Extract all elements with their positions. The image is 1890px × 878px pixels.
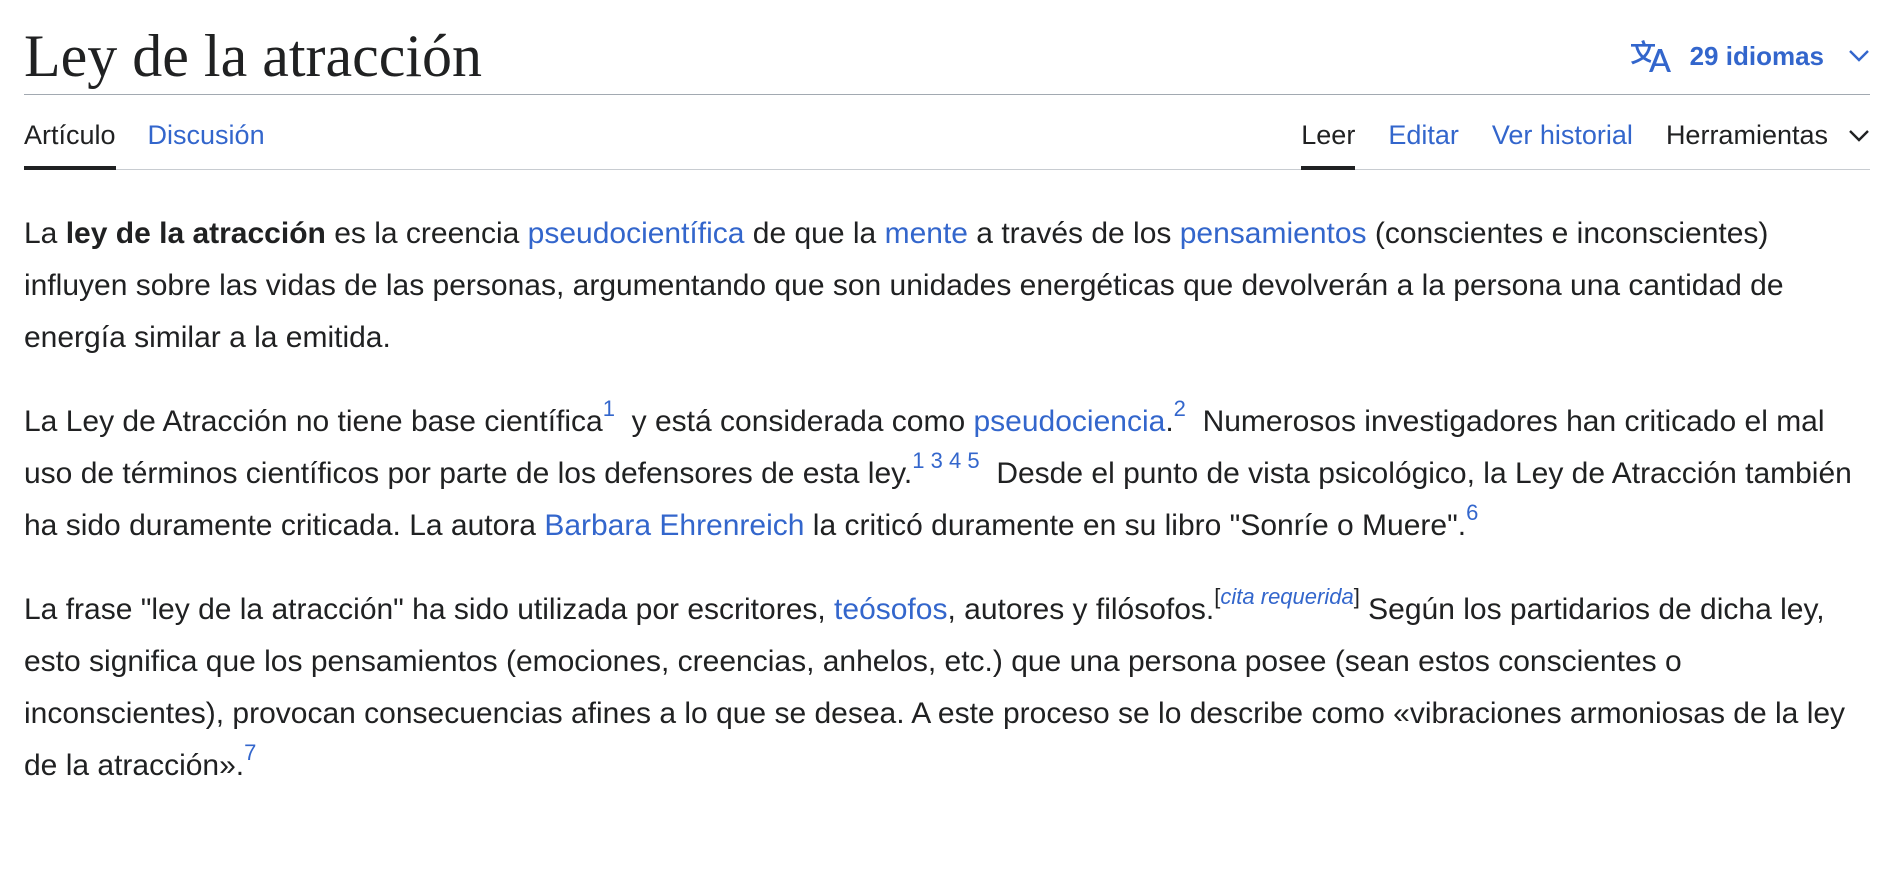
text: Numerosos investigadores han criticado el mal uso de términos científicos por parte de los defensores de esta ley. bbox=[24, 405, 1833, 490]
chevron-down-icon bbox=[1848, 49, 1870, 63]
article-body bbox=[24, 170, 1870, 792]
language-icon bbox=[1630, 36, 1672, 76]
tab-read[interactable]: Leer bbox=[1301, 95, 1355, 169]
text: , autores y filósofos. bbox=[947, 593, 1215, 626]
citation-needed bbox=[1214, 584, 1360, 609]
text: a través de los bbox=[967, 217, 1180, 250]
link-pseudociencia[interactable]: pseudociencia bbox=[973, 405, 1166, 438]
text: La bbox=[24, 217, 66, 250]
reference-link[interactable]: 5 bbox=[967, 448, 980, 473]
reference-link[interactable]: 1 bbox=[602, 396, 615, 421]
text: Según los partidarios de dicha ley, esto significa que los pensamientos (emociones, creencias, anhelos, etc.) que una persona posee (sean estos conscientes o inconscientes), provocan consecuencias afines a lo que se desea. A este proceso se lo describe como «vibraciones armoniosas de la ley de la atracción». bbox=[24, 593, 1846, 782]
reference-link[interactable]: 1 bbox=[912, 448, 925, 473]
tools-label: Herramientas bbox=[1665, 120, 1828, 150]
reference-sup bbox=[1466, 500, 1478, 525]
tab-history[interactable]: Ver historial bbox=[1491, 120, 1633, 150]
namespace-tabs bbox=[24, 95, 265, 169]
page-header bbox=[24, 0, 1870, 95]
link-pseudocientifica[interactable]: pseudocientífica bbox=[527, 217, 745, 250]
text: la criticó duramente en su libro "Sonríe o Muere". bbox=[804, 509, 1467, 542]
page-title: Ley de la atracción bbox=[24, 23, 483, 89]
link-teosofos[interactable]: teósofos bbox=[834, 593, 948, 626]
reference-sup bbox=[603, 396, 615, 421]
text: y está considerada como bbox=[614, 405, 974, 438]
bold-term: ley de la atracción bbox=[65, 217, 326, 250]
reference-link[interactable]: 7 bbox=[244, 740, 257, 765]
bracket: ] bbox=[1353, 584, 1360, 609]
tab-article[interactable]: Artículo bbox=[24, 95, 116, 169]
link-barbara-ehrenreich[interactable]: Barbara Ehrenreich bbox=[544, 509, 805, 542]
paragraph-3 bbox=[24, 584, 1870, 792]
page-tabs bbox=[24, 95, 1870, 170]
citation-needed-link[interactable]: cita requerida bbox=[1220, 584, 1354, 609]
text: La frase "ley de la atracción" ha sido utilizada por escritores, bbox=[24, 593, 835, 626]
reference-sup bbox=[244, 740, 256, 765]
text: (conscientes e inconscientes) influyen sobre las vidas de las personas, argumentando que son unidades energéticas que devolverán a la persona una cantidad de energía similar a la emitida. bbox=[24, 217, 1784, 354]
text: La Ley de Atracción no tiene base científica bbox=[24, 405, 603, 438]
view-tabs bbox=[1301, 95, 1870, 169]
text: Desde el punto de vista psicológico, la Ley de Atracción también ha sido duramente criticada. La autora bbox=[24, 457, 1861, 542]
text: . bbox=[1165, 405, 1174, 438]
reference-sup bbox=[1174, 396, 1186, 421]
language-selector-button[interactable] bbox=[1630, 36, 1870, 76]
chevron-down-icon bbox=[1848, 129, 1870, 143]
paragraph-2 bbox=[24, 396, 1870, 552]
text: de que la bbox=[744, 217, 885, 250]
tools-menu-button[interactable] bbox=[1666, 95, 1870, 169]
reference-link[interactable]: 6 bbox=[1466, 500, 1479, 525]
language-count-label: 29 idiomas bbox=[1689, 40, 1824, 71]
reference-sup bbox=[912, 448, 979, 473]
link-mente[interactable]: mente bbox=[884, 217, 968, 250]
link-pensamientos[interactable]: pensamientos bbox=[1179, 217, 1367, 250]
reference-link[interactable]: 2 bbox=[1173, 396, 1186, 421]
page bbox=[24, 0, 1870, 792]
reference-link[interactable]: 3 bbox=[930, 448, 943, 473]
paragraph-1 bbox=[24, 170, 1870, 364]
text: es la creencia bbox=[325, 217, 528, 250]
reference-link[interactable]: 4 bbox=[949, 448, 962, 473]
tab-edit[interactable]: Editar bbox=[1388, 120, 1459, 150]
tab-talk[interactable]: Discusión bbox=[147, 120, 265, 150]
bracket: [ bbox=[1214, 584, 1221, 609]
